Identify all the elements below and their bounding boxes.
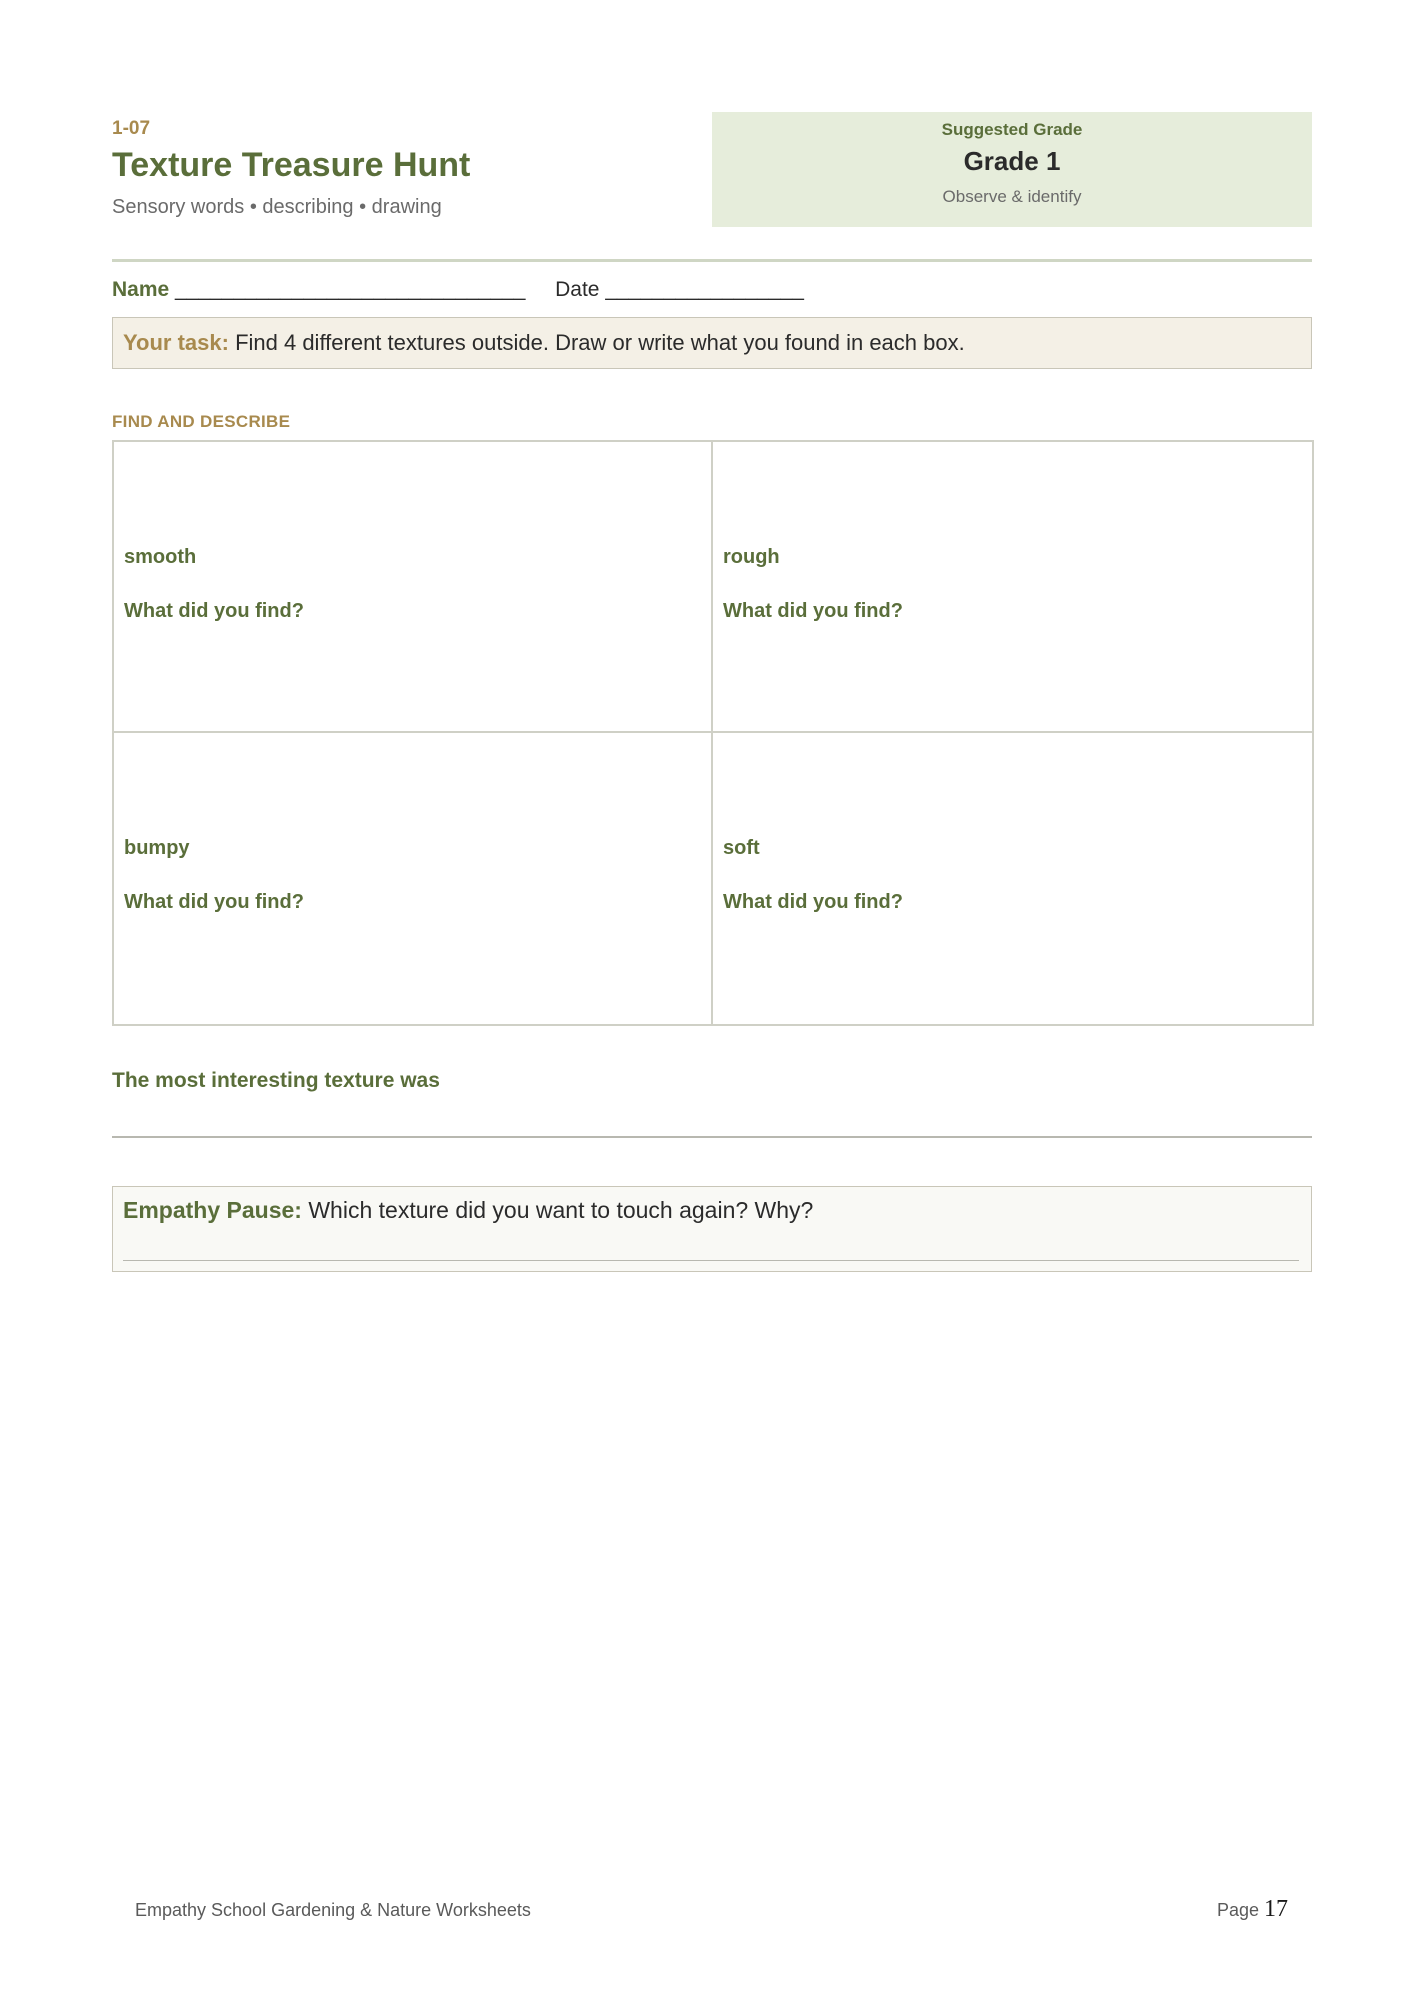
task-box [112,317,1312,369]
texture-prompt: What did you find? [723,600,903,622]
grade-value: Grade 1 [963,146,1061,176]
empathy-pause-box [112,1186,1312,1272]
empathy-pause-text [123,1197,813,1224]
page-title: Texture Treasure Hunt [112,146,471,184]
page-number: 17 [1264,1896,1289,1922]
texture-word: smooth [124,546,197,568]
texture-prompt: What did you find? [124,891,304,913]
task-lead: Your task: [123,330,229,355]
texture-cell-smooth[interactable] [114,442,713,733]
footer-series-title: Empathy School Gardening & Nature Worksheets [135,1900,531,1920]
texture-grid [112,440,1314,1026]
empathy-pause-lead: Empathy Pause: [123,1197,302,1223]
task-body: Find 4 different textures outside. Draw or write what you found in each box. [228,330,965,355]
empathy-pause-question: Which texture did you want to touch again? Why? [301,1197,814,1223]
page-label: Page [1217,1900,1265,1920]
texture-prompt: What did you find? [723,891,903,913]
interesting-texture-answer-line[interactable] [112,1136,1312,1138]
grade-box [712,112,1312,227]
date-label: Date [555,278,600,301]
texture-cell-bumpy[interactable] [114,733,713,1024]
grade-label: Suggested Grade [941,120,1083,139]
name-field[interactable]: ______________________________ [175,278,526,301]
texture-word: rough [723,546,780,568]
section-heading: FIND AND DESCRIBE [112,412,291,431]
texture-word: bumpy [124,837,190,859]
grade-note: Observe & identify [942,187,1082,206]
texture-word: soft [723,837,760,859]
header-divider [112,259,1312,262]
worksheet-code: 1-07 [112,118,151,139]
task-text [123,330,965,356]
page-subtitle: Sensory words • describing • drawing [112,196,442,218]
date-field[interactable]: _________________ [605,278,804,301]
texture-cell-rough[interactable] [713,442,1312,733]
name-label: Name [112,278,170,301]
texture-cell-soft[interactable] [713,733,1312,1024]
name-date-row [112,278,804,302]
interesting-texture-label: The most interesting texture was [112,1069,440,1092]
footer-page [1217,1896,1288,1923]
empathy-pause-answer-line[interactable] [123,1260,1299,1261]
texture-prompt: What did you find? [124,600,304,622]
